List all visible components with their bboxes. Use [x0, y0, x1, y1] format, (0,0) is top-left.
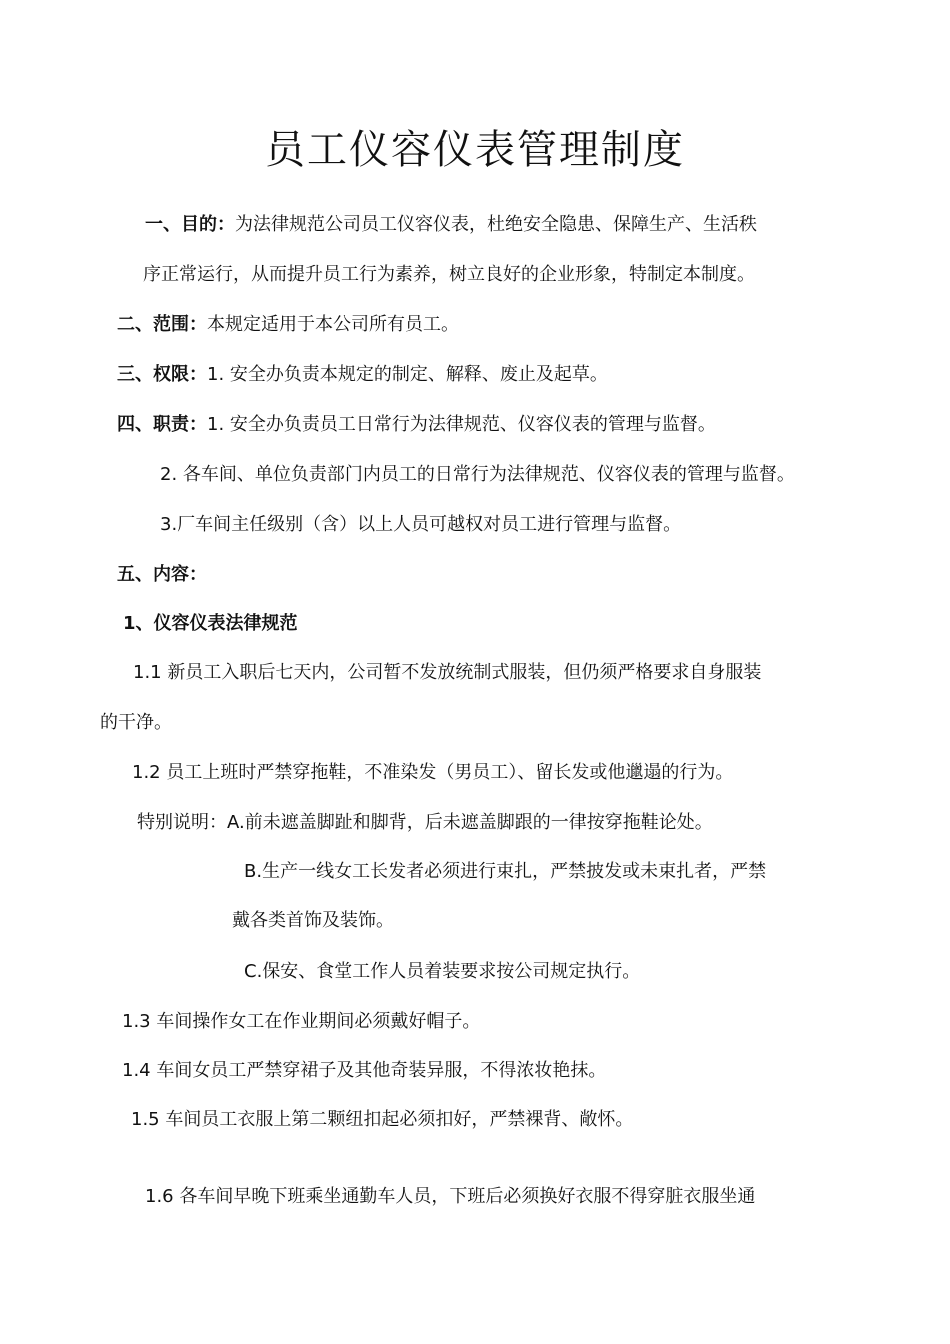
special-note-a: A.前未遮盖脚趾和脚背，后未遮盖脚跟的一律按穿拖鞋论处。: [227, 812, 713, 833]
section-duties-label: 四、职责：: [117, 414, 207, 435]
document-title: 员工仪容仪表管理制度: [265, 127, 685, 173]
section-authority: [117, 363, 608, 387]
section-duties-item-2: 2. 各车间、单位负责部门内员工的日常行为法律规范、仪容仪表的管理与监督。: [160, 464, 795, 485]
section-duties-item-1: 1. 安全办负责员工日常行为法律规范、仪容仪表的管理与监督。: [207, 414, 716, 435]
section-purpose-text: 为法律规范公司员工仪容仪表，杜绝安全隐患、保障生产、生活秩: [235, 214, 757, 235]
section-duties: [117, 413, 716, 437]
para-1-3: 1.3 车间操作女工在作业期间必须戴好帽子。: [122, 1011, 481, 1032]
para-1-6: 1.6 各车间早晚下班乘坐通勤车人员，下班后必须换好衣服不得穿脏衣服坐通: [145, 1186, 756, 1207]
section-purpose: [145, 213, 757, 237]
para-1-1: 1.1 新员工入职后七天内，公司暂不发放统制式服装，但仍须严格要求自身服装: [133, 662, 762, 683]
section-scope: [117, 313, 459, 337]
para-1-1-cont: 的干净。: [100, 712, 172, 733]
special-note-c: C.保安、食堂工作人员着装要求按公司规定执行。: [244, 961, 641, 982]
section-purpose-text-cont: 序正常运行，从而提升员工行为素养，树立良好的企业形象，特制定本制度。: [143, 264, 755, 285]
section-authority-text: 1. 安全办负责本规定的制定、解释、废止及起草。: [207, 364, 608, 385]
section-purpose-label: 一、目的：: [145, 214, 235, 235]
special-note-b-cont: 戴各类首饰及装饰。: [232, 910, 394, 931]
special-note-label: 特别说明：: [137, 812, 227, 833]
subsection-heading-1: 1、仪容仪表法律规范: [123, 613, 298, 634]
para-1-2: 1.2 员工上班时严禁穿拖鞋，不准染发（男员工）、留长发或他邋遢的行为。: [132, 762, 734, 783]
section-duties-item-3: 3.厂车间主任级别（含）以上人员可越权对员工进行管理与监督。: [160, 514, 682, 535]
para-1-5: 1.5 车间员工衣服上第二颗纽扣起必须扣好，严禁裸背、敞怀。: [131, 1109, 634, 1130]
para-1-4: 1.4 车间女员工严禁穿裙子及其他奇装异服，不得浓妆艳抹。: [122, 1060, 607, 1081]
special-note: [137, 811, 713, 835]
special-note-b: B.生产一线女工长发者必须进行束扎，严禁披发或未束扎者，严禁: [244, 861, 767, 882]
section-content-label: 五、内容：: [117, 564, 207, 585]
section-scope-label: 二、范围：: [117, 314, 207, 335]
section-authority-label: 三、权限：: [117, 364, 207, 385]
section-scope-text: 本规定适用于本公司所有员工。: [207, 314, 459, 335]
